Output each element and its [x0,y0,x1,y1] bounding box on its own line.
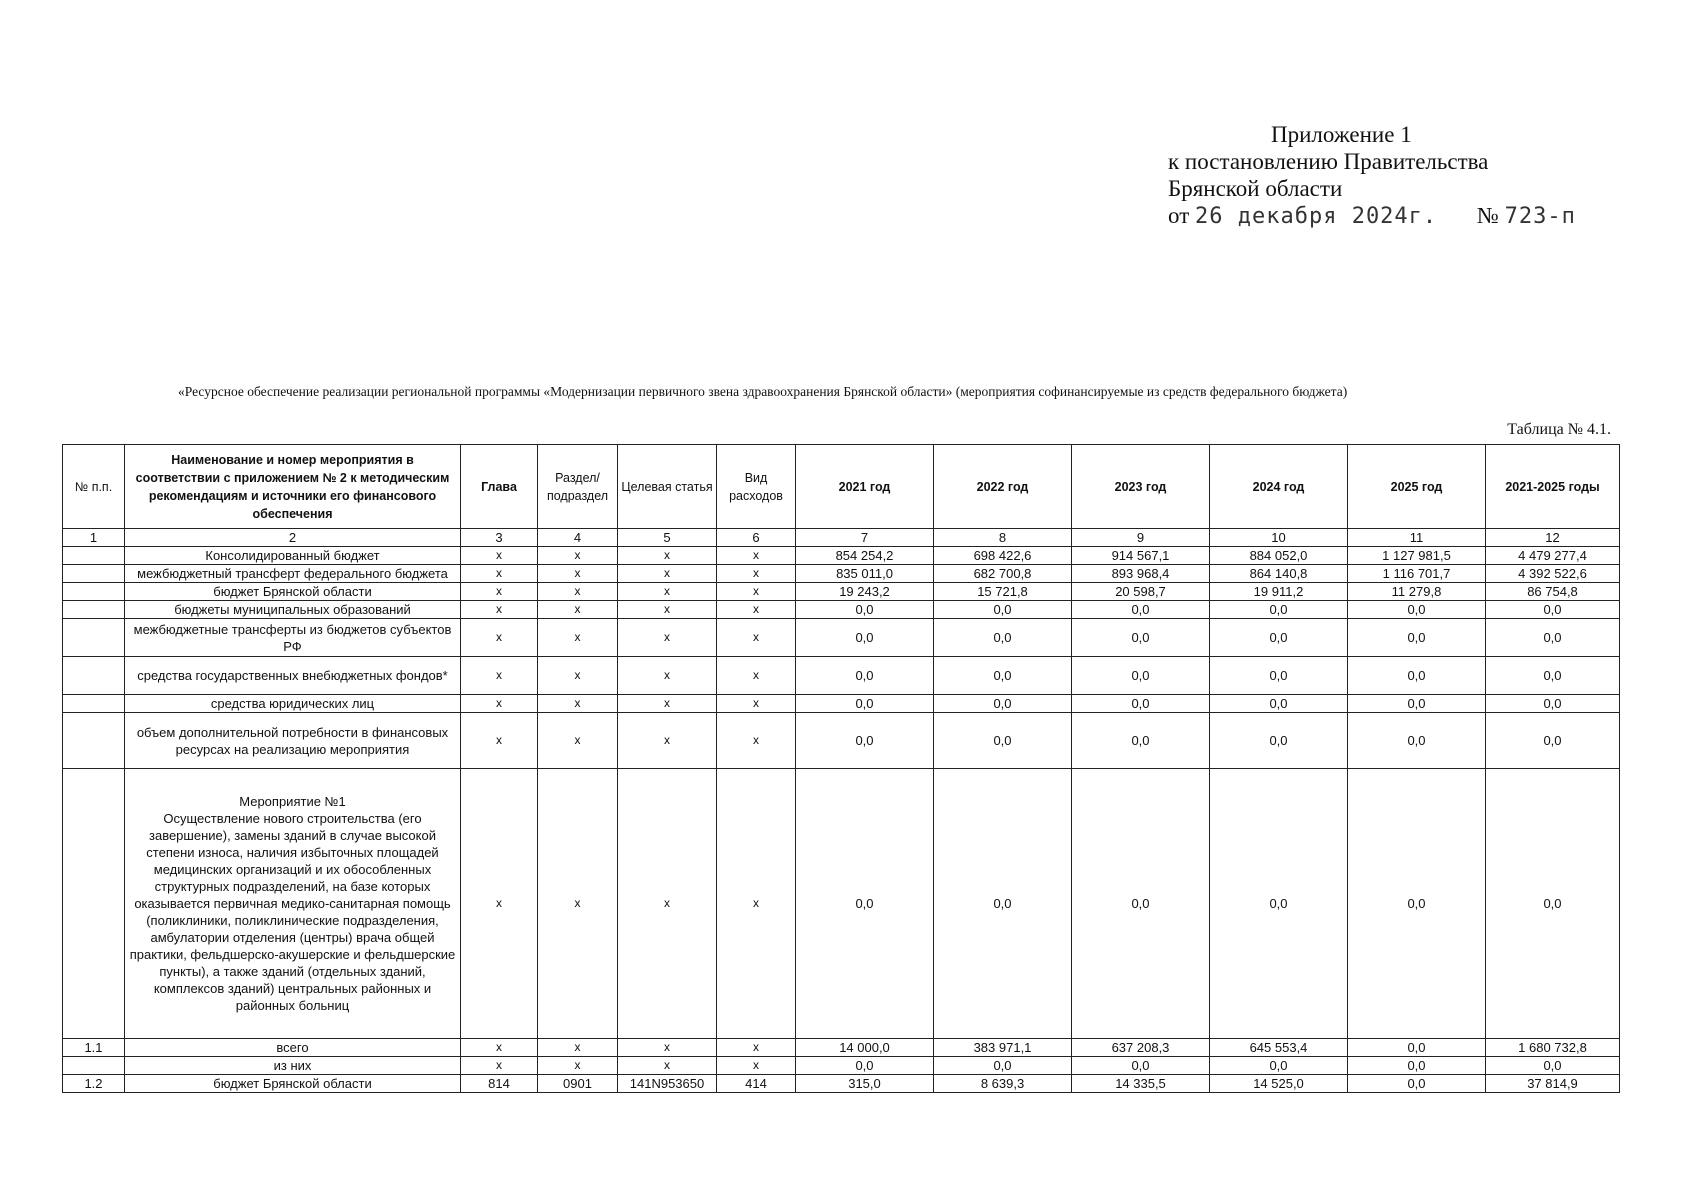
cell-vid: x [717,547,796,565]
cell-2021: 0,0 [796,769,934,1039]
col-header-statya: Целевая статья [618,445,717,529]
cell-glava: x [461,565,538,583]
cell-2023: 0,0 [1072,1057,1210,1075]
cell-2024: 884 052,0 [1210,547,1348,565]
cell-vid: x [717,565,796,583]
cell-num [63,565,125,583]
cell-2024: 864 140,8 [1210,565,1348,583]
col-header-razdel: Раздел/ подраздел [538,445,618,529]
cell-2023: 0,0 [1072,713,1210,769]
cell-2025: 11 279,8 [1348,583,1486,601]
cell-num [63,657,125,695]
cell-razdel: x [538,713,618,769]
cell-2022: 698 422,6 [934,547,1072,565]
cell-name: бюджеты муниципальных образований [125,601,461,619]
cell-vid: x [717,657,796,695]
col-number: 7 [796,529,934,547]
cell-vid: x [717,769,796,1039]
cell-total: 37 814,9 [1486,1075,1620,1093]
table-row [63,695,1620,713]
cell-statya: x [618,619,717,657]
table-row [63,713,1620,769]
cell-2025: 1 127 981,5 [1348,547,1486,565]
cell-statya: x [618,657,717,695]
table-label: Таблица № 4.1. [1507,421,1611,438]
cell-total: 0,0 [1486,769,1620,1039]
table-row [63,601,1620,619]
cell-total: 0,0 [1486,695,1620,713]
cell-2025: 0,0 [1348,1039,1486,1057]
cell-2021: 854 254,2 [796,547,934,565]
cell-glava: x [461,583,538,601]
cell-total: 0,0 [1486,657,1620,695]
cell-statya: x [618,695,717,713]
cell-2022: 15 721,8 [934,583,1072,601]
appendix-title: Приложение 1 [1271,122,1412,147]
cell-glava: x [461,713,538,769]
cell-razdel: x [538,657,618,695]
cell-2022: 0,0 [934,713,1072,769]
table-row [63,619,1620,657]
resolution-date: 26 декабря 2024г. [1195,204,1438,229]
col-header-vid: Вид расходов [717,445,796,529]
cell-statya: x [618,1039,717,1057]
col-header-name: Наименование и номер мероприятия в соответствии с приложением № 2 к методическим рекомендациям и источники его финансового обеспечения [125,445,461,529]
col-number: 3 [461,529,538,547]
cell-razdel: x [538,547,618,565]
cell-vid: x [717,1039,796,1057]
col-number: 12 [1486,529,1620,547]
cell-total: 1 680 732,8 [1486,1039,1620,1057]
cell-vid: x [717,713,796,769]
cell-vid: x [717,695,796,713]
column-numbers-row [63,529,1620,547]
cell-total: 0,0 [1486,713,1620,769]
cell-glava: x [461,601,538,619]
cell-2023: 0,0 [1072,657,1210,695]
cell-glava: x [461,769,538,1039]
cell-2023: 0,0 [1072,619,1210,657]
cell-num: 1.1 [63,1039,125,1057]
cell-total: 4 479 277,4 [1486,547,1620,565]
cell-2024: 0,0 [1210,695,1348,713]
cell-vid: x [717,1057,796,1075]
cell-num [63,769,125,1039]
cell-statya: x [618,601,717,619]
cell-razdel: x [538,565,618,583]
cell-2021: 0,0 [796,619,934,657]
cell-2023: 0,0 [1072,769,1210,1039]
col-header-2023: 2023 год [1072,445,1210,529]
appendix-region: Брянской области [1168,176,1343,201]
cell-2022: 0,0 [934,695,1072,713]
cell-num [63,547,125,565]
col-header-num: № п.п. [63,445,125,529]
cell-2024: 0,0 [1210,601,1348,619]
cell-2024: 14 525,0 [1210,1075,1348,1093]
table-header-row [63,445,1620,529]
cell-2024: 0,0 [1210,619,1348,657]
col-number: 4 [538,529,618,547]
cell-2021: 19 243,2 [796,583,934,601]
resource-table [62,444,1620,1093]
cell-2023: 20 598,7 [1072,583,1210,601]
cell-num [63,601,125,619]
cell-total: 4 392 522,6 [1486,565,1620,583]
event-description: Осуществление нового строительства (его завершение), замены зданий в случае высокой степени износа, наличия избыточных площадей медицинских организаций и их обособленных структурных подразделений, на базе которых оказывается первичная медико-санитарная помощь (поликлиники, поликлинические подразделения, амбулатории отделения (центры) врача общей практики, фельдшерско-акушерские и фельдшерские пункты), а также зданий (отдельных зданий, комплексов зданий) центральных районных и районных больниц [129,811,456,1013]
cell-2023: 637 208,3 [1072,1039,1210,1057]
cell-2021: 0,0 [796,657,934,695]
cell-2025: 0,0 [1348,1075,1486,1093]
col-number: 8 [934,529,1072,547]
table-row [63,1039,1620,1057]
cell-2025: 0,0 [1348,619,1486,657]
cell-razdel: 0901 [538,1075,618,1093]
cell-num [63,713,125,769]
col-number: 1 [63,529,125,547]
cell-glava: x [461,547,538,565]
cell-2025: 1 116 701,7 [1348,565,1486,583]
cell-name: бюджет Брянской области [125,583,461,601]
col-header-glava: Глава [461,445,538,529]
col-header-2022: 2022 год [934,445,1072,529]
cell-2022: 0,0 [934,1057,1072,1075]
cell-glava: x [461,1039,538,1057]
cell-name: средства государственных внебюджетных фондов* [125,657,461,695]
cell-2021: 0,0 [796,713,934,769]
cell-vid: x [717,583,796,601]
cell-statya: 141N953650 [618,1075,717,1093]
cell-vid: x [717,619,796,657]
cell-2021: 0,0 [796,1057,934,1075]
col-header-2021: 2021 год [796,445,934,529]
appendix-resolution: к постановлению Правительства [1168,149,1489,174]
cell-statya: x [618,1057,717,1075]
cell-vid: 414 [717,1075,796,1093]
cell-2021: 14 000,0 [796,1039,934,1057]
cell-statya: x [618,713,717,769]
cell-2022: 0,0 [934,601,1072,619]
cell-2025: 0,0 [1348,1057,1486,1075]
cell-razdel: x [538,1057,618,1075]
date-prefix: от [1168,203,1190,228]
document-title: «Ресурсное обеспечение реализации региональной программы «Модернизации первичного звена здравоохранения Брянской области» (мероприятия софинансируемые из средств федерального бюджета) [178,384,1348,399]
cell-2024: 645 553,4 [1210,1039,1348,1057]
cell-2021: 315,0 [796,1075,934,1093]
cell-razdel: x [538,695,618,713]
cell-2024: 19 911,2 [1210,583,1348,601]
cell-statya: x [618,769,717,1039]
cell-num [63,1057,125,1075]
col-number: 9 [1072,529,1210,547]
cell-razdel: x [538,601,618,619]
cell-razdel: x [538,583,618,601]
appendix-header [1168,121,1648,230]
col-number: 2 [125,529,461,547]
cell-num [63,695,125,713]
cell-total: 0,0 [1486,619,1620,657]
table-row [63,1057,1620,1075]
cell-2022: 682 700,8 [934,565,1072,583]
cell-name: средства юридических лиц [125,695,461,713]
cell-name: объем дополнительной потребности в финансовых ресурсах на реализацию мероприятия [125,713,461,769]
cell-statya: x [618,565,717,583]
cell-2025: 0,0 [1348,769,1486,1039]
cell-2024: 0,0 [1210,1057,1348,1075]
cell-2021: 0,0 [796,695,934,713]
cell-name: бюджет Брянской области [125,1075,461,1093]
cell-name: Консолидированный бюджет [125,547,461,565]
cell-num: 1.2 [63,1075,125,1093]
number-prefix: № [1476,203,1499,228]
col-number: 10 [1210,529,1348,547]
cell-2024: 0,0 [1210,657,1348,695]
cell-2023: 0,0 [1072,601,1210,619]
table-row [63,583,1620,601]
cell-2025: 0,0 [1348,657,1486,695]
table-row [63,657,1620,695]
cell-name: межбюджетный трансферт федерального бюджета [125,565,461,583]
cell-2022: 0,0 [934,657,1072,695]
cell-2022: 0,0 [934,769,1072,1039]
cell-glava: x [461,1057,538,1075]
table-row [63,1075,1620,1093]
cell-2024: 0,0 [1210,713,1348,769]
cell-name: межбюджетные трансферты из бюджетов субъектов РФ [125,619,461,657]
cell-name: всего [125,1039,461,1057]
cell-vid: x [717,601,796,619]
cell-2024: 0,0 [1210,769,1348,1039]
cell-razdel: x [538,1039,618,1057]
cell-event-name [125,769,461,1039]
cell-glava: x [461,695,538,713]
col-number: 11 [1348,529,1486,547]
cell-2025: 0,0 [1348,601,1486,619]
cell-2021: 0,0 [796,601,934,619]
col-header-2024: 2024 год [1210,445,1348,529]
col-header-2025: 2025 год [1348,445,1486,529]
cell-glava: x [461,619,538,657]
cell-num [63,619,125,657]
cell-total: 0,0 [1486,601,1620,619]
col-number: 5 [618,529,717,547]
cell-2023: 14 335,5 [1072,1075,1210,1093]
table-row [63,565,1620,583]
cell-num [63,583,125,601]
cell-razdel: x [538,769,618,1039]
cell-razdel: x [538,619,618,657]
event-title: Мероприятие №1 [239,794,346,809]
cell-glava: x [461,657,538,695]
cell-glava: 814 [461,1075,538,1093]
cell-2023: 0,0 [1072,695,1210,713]
cell-2022: 0,0 [934,619,1072,657]
resolution-number: 723-п [1504,204,1576,229]
cell-statya: x [618,583,717,601]
cell-total: 86 754,8 [1486,583,1620,601]
cell-2021: 835 011,0 [796,565,934,583]
cell-2022: 8 639,3 [934,1075,1072,1093]
cell-total: 0,0 [1486,1057,1620,1075]
cell-2023: 893 968,4 [1072,565,1210,583]
appendix-date-line [1168,202,1648,230]
col-number: 6 [717,529,796,547]
cell-2023: 914 567,1 [1072,547,1210,565]
cell-2025: 0,0 [1348,713,1486,769]
col-header-total: 2021-2025 годы [1486,445,1620,529]
cell-name: из них [125,1057,461,1075]
cell-statya: x [618,547,717,565]
cell-2025: 0,0 [1348,695,1486,713]
table-row [63,547,1620,565]
table-row-event [63,769,1620,1039]
cell-2022: 383 971,1 [934,1039,1072,1057]
